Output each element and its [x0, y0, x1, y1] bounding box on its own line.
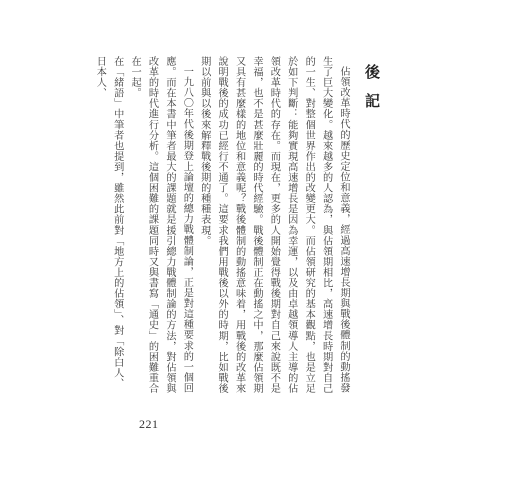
paragraph: 在「緒語」中筆者也提到，雖然此前對「地方上的佔領」、對「除白人、日本人、	[94, 56, 123, 389]
chapter-title: 後記	[363, 64, 381, 122]
page-number: 221	[139, 417, 159, 431]
body-text	[91, 56, 352, 398]
paragraph: 一九八〇年代後期登上論壇的總力戰體制論，正是對這種要求的一個回應。而在本書中筆者最大的課題就是援引總力戰體制論的方法，對佔領與改革的時代進行分析。這個困難的課題同時又與書寫「通史」的困難重合在一起。	[129, 56, 193, 394]
paragraph: 佔領改革時代的歷史定位和意義，經過高速增長期與戰後體制的動搖發生了巨大變化。越來越多的人認為，與佔領期相比，高速增長時期對自己的一生、對整個世界作出的改變更大。而佔領研究的基本觀點，也是立足於如下判斷：能夠實現高速增長是因為幸運，以及由卓越領導人主導的佔領改革時代的存在。而現在，更多的人開始覺得戰後期對自己來說既不是幸福，也不是甚麼壯麗的時代經驗。戰後體制正在動搖之中，那麼佔領期又具有甚麼樣的地位和意義呢？戰後體制的動搖意味着，用戰後的改革來說明戰後的成功已經行不通了。這要求我們用戰後以外的時期，比如戰後期以前與以後來解釋戰後期的種種表現。	[198, 56, 349, 394]
